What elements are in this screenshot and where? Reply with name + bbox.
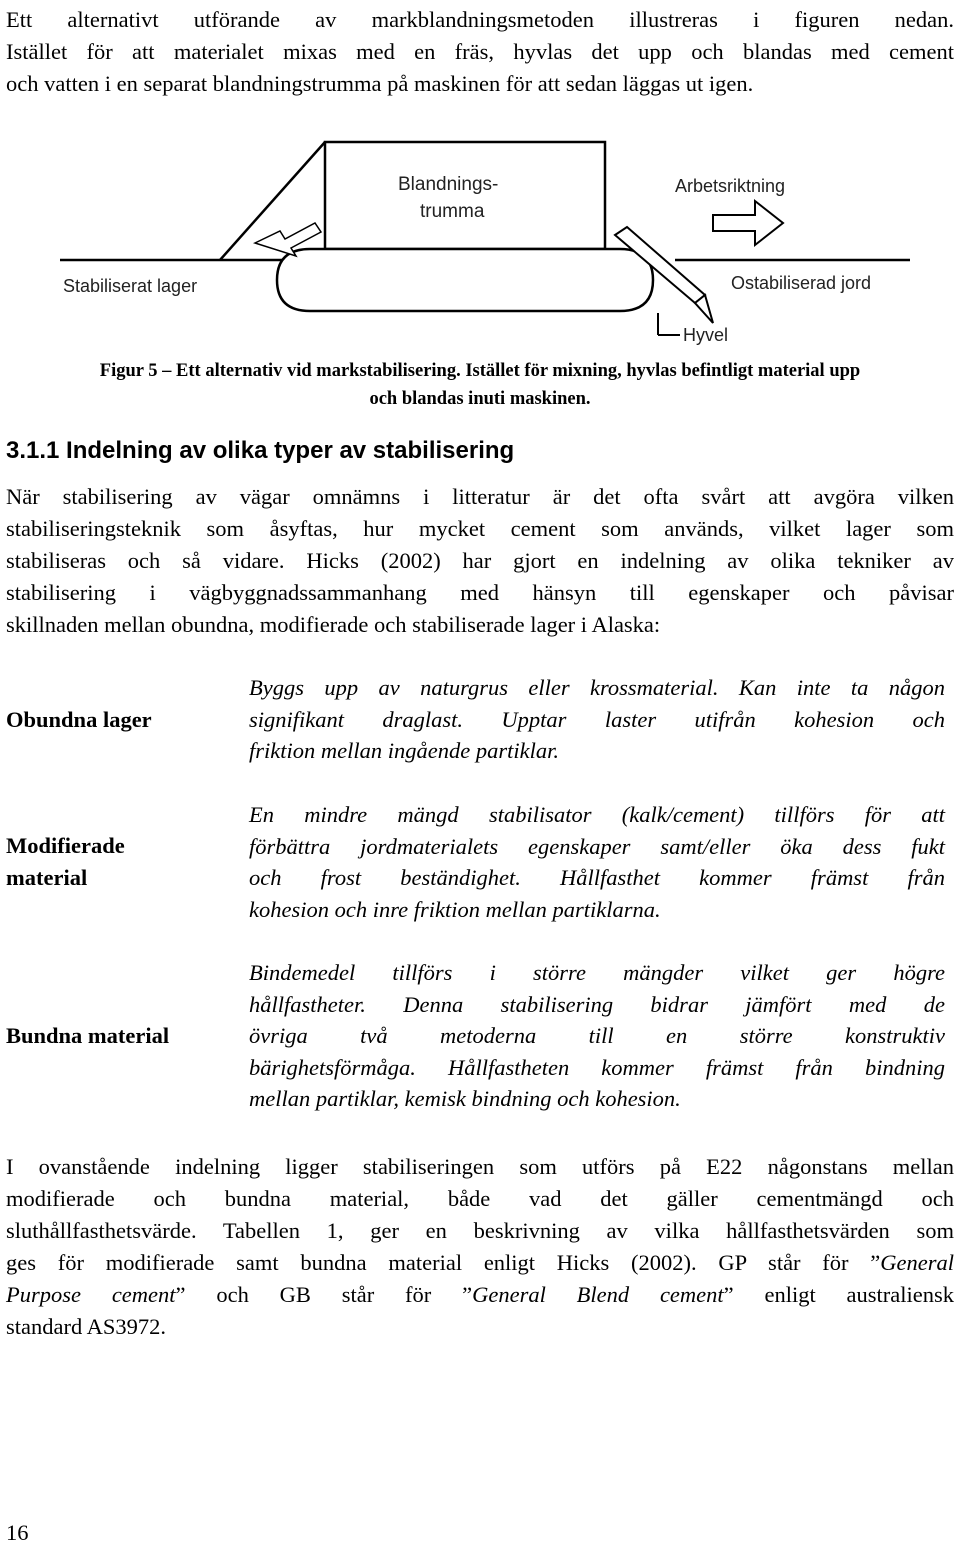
body2-line: modifierade och bundna material, både vad det gäller cementmängd och xyxy=(6,1186,954,1211)
plane-label: Hyvel xyxy=(683,325,729,345)
def-line: Byggs upp av naturgrus eller krossmaterial. Kan inte ta någon xyxy=(249,675,945,700)
def-line: bärighetsförmåga. Hållfastheten kommer främst från bindning xyxy=(249,1054,945,1080)
def-line: kohesion och inre friktion mellan partiklarna. xyxy=(249,896,661,922)
definition-term-modified xyxy=(6,830,125,894)
page-number: 16 xyxy=(6,1520,29,1545)
body1-line: stabilisering i vägbyggnadssammanhang med hänsyn till egenskaper och påvisar xyxy=(6,580,954,605)
definition-text-modified xyxy=(249,799,945,925)
body2-text: ges för modifierade samt bundna material enligt Hicks (2002). GP står för ” xyxy=(6,1250,881,1275)
body2-line: standard AS3972. xyxy=(6,1314,166,1339)
def-line: En mindre mängd stabilisator (kalk/cement) tillförs för att xyxy=(249,802,945,827)
body2-italic: Purpose cement xyxy=(6,1282,176,1307)
mixing-drum xyxy=(325,142,605,249)
intro-line: Istället för att materialet mixas med en fräs, hyvlas det upp och blandas med cement xyxy=(6,39,954,64)
machine-track xyxy=(277,249,653,311)
term-line: Bundna material xyxy=(6,1023,170,1048)
body1-line: stabiliseras och så vidare. Hicks (2002) har gjort en indelning av olika tekniker av xyxy=(6,548,954,573)
def-line: övriga två metoderna till en större konstruktiv xyxy=(249,1023,945,1048)
body-paragraph-2 xyxy=(6,1151,954,1343)
def-line: förbättra jordmaterialets egenskaper samt/eller öka dess fukt xyxy=(249,833,945,859)
section-heading: 3.1.1 Indelning av olika typer av stabilisering xyxy=(6,437,515,464)
definition-text-unbound xyxy=(249,672,945,767)
body2-italic: General Blend cement xyxy=(472,1282,724,1307)
body1-line: skillnaden mellan obundna, modifierade och stabiliserade lager i Alaska: xyxy=(6,612,661,637)
drum-label-line2: trumma xyxy=(420,201,485,222)
intro-line: och vatten i en separat blandningstrumma på maskinen för att sedan läggas ut igen. xyxy=(6,71,754,96)
intro-line: Ett alternativt utförande av markblandningsmetoden illustreras i figuren nedan. xyxy=(6,7,954,32)
term-line: Obundna lager xyxy=(6,707,152,732)
direction-arrow-icon xyxy=(713,201,783,245)
def-line: hållfastheter. Denna stabilisering bidrar jämfört med de xyxy=(249,991,945,1017)
definition-text-bound xyxy=(249,957,945,1115)
machine-diagram xyxy=(55,135,910,350)
term-line: Modifierade xyxy=(6,833,125,858)
body2-line: sluthållfasthetsvärde. Tabellen 1, ger en beskrivning av vilka hållfasthetsvärden som xyxy=(6,1218,954,1243)
left-label: Stabiliserat lager xyxy=(63,276,198,296)
def-line: friktion mellan ingående partiklar. xyxy=(249,738,559,763)
figure-caption xyxy=(6,357,954,413)
direction-label: Arbetsriktning xyxy=(675,176,786,196)
def-line: och frost beständighet. Hållfasthet kommer främst från xyxy=(249,865,945,890)
drum-label-line1: Blandnings- xyxy=(398,174,499,195)
body2-line xyxy=(6,1247,954,1279)
body2-line xyxy=(6,1279,954,1311)
def-line: mellan partiklar, kemisk bindning och kohesion. xyxy=(249,1086,681,1111)
intro-paragraph xyxy=(6,4,954,100)
right-label: Ostabiliserad jord xyxy=(731,273,872,293)
term-line: material xyxy=(6,865,88,890)
body-paragraph-1 xyxy=(6,481,954,641)
def-line: signifikant draglast. Upptar laster utifrån kohesion och xyxy=(249,706,945,732)
definition-term-unbound xyxy=(6,704,152,736)
body2-text: ” och GB står för ” xyxy=(175,1282,473,1307)
body1-line: När stabilisering av vägar omnämns i litteratur är det ofta svårt att avgöra vilken xyxy=(6,484,954,509)
body2-text: ” enligt australiensk xyxy=(723,1282,955,1307)
caption-line2: och blandas inuti maskinen. xyxy=(369,389,591,409)
body2-italic: General xyxy=(880,1250,954,1275)
caption-line1: Figur 5 – Ett alternativ vid markstabilisering. Istället för mixning, hyvlas befintligt material upp xyxy=(99,361,861,381)
definition-term-bound xyxy=(6,1020,169,1052)
def-line: Bindemedel tillförs i större mängder vilket ger högre xyxy=(249,960,945,985)
body2-line: I ovanstående indelning ligger stabiliseringen som utförs på E22 någonstans mellan xyxy=(6,1154,954,1179)
body1-line: stabiliseringsteknik som åsyftas, hur mycket cement som används, vilket lager som xyxy=(6,516,954,541)
